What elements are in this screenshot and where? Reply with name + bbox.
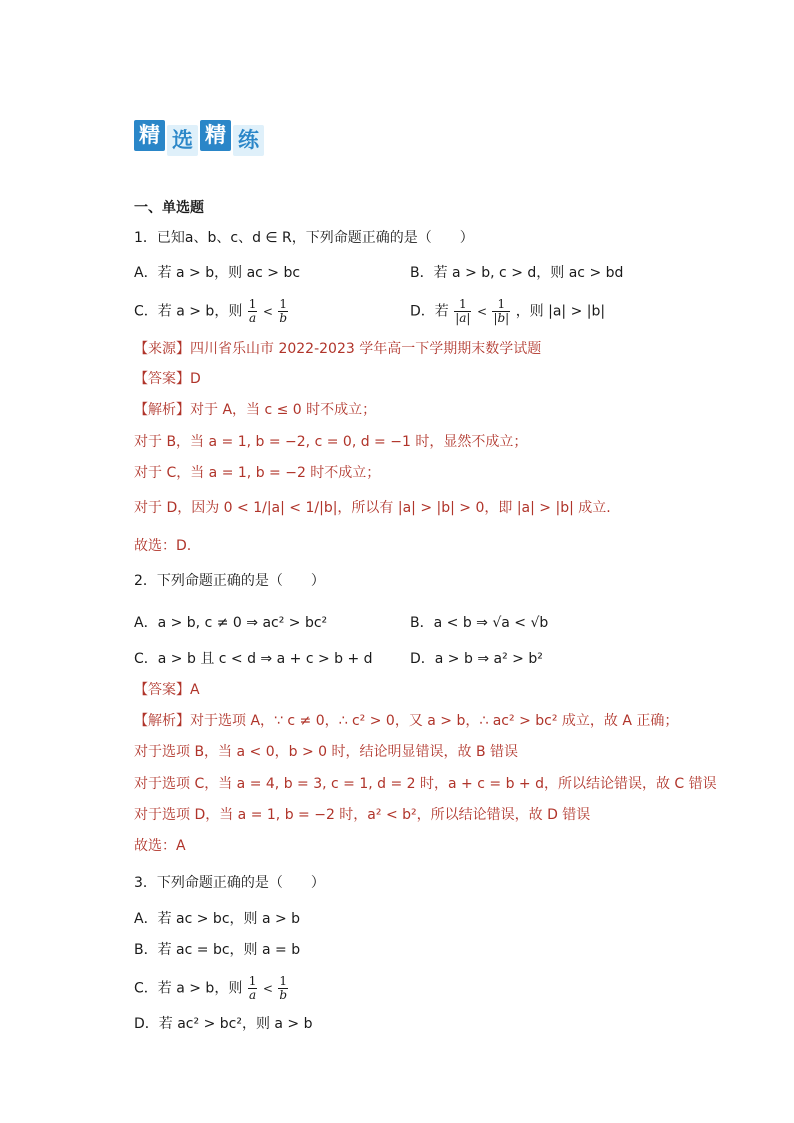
logo-char-4: 练 — [233, 125, 264, 156]
q1-option-a: A．若 a > b，则 ac > bc — [134, 265, 301, 281]
fraction-1-over-a: $\frac{1}{a}$ — [248, 974, 257, 1002]
q2-option-a: A．a > b, c ≠ 0 ⇒ ac² > bc² — [134, 615, 328, 631]
q1-option-d: D．若 $\frac{1}{|a|}$ < $\frac{1}{|b|}$ ，则 |a| > |b| — [410, 297, 606, 325]
q1-analysis-3: 对于 C，当 a = 1, b = −2 时不成立； — [134, 465, 381, 481]
q1-option-c-prefix: C．若 a > b，则 — [134, 303, 243, 320]
q1-analysis-1: 【解析】对于 A，当 c ≤ 0 时不成立； — [134, 402, 377, 418]
q1-analysis-2: 对于 B，当 a = 1, b = −2, c = 0, d = −1 时，显然不成立； — [134, 434, 528, 450]
q3-stem: 3．下列命题正确的是（ ） — [134, 875, 325, 891]
q1-option-d-suffix: ，则 |a| > |b| — [515, 303, 606, 320]
fraction-1-over-a: $\frac{1}{a}$ — [248, 297, 257, 325]
q1-source: 【来源】四川省乐山市 2022-2023 学年高一下学期期末数学试题 — [134, 341, 542, 357]
q3-option-d: D．若 ac² > bc²，则 a > b — [134, 1016, 313, 1032]
q2-stem: 2．下列命题正确的是（ ） — [134, 573, 325, 589]
q2-answer: 【答案】A — [134, 682, 200, 698]
q2-option-c: C．a > b 且 c < d ⇒ a + c > b + d — [134, 651, 373, 667]
q2-option-d: D．a > b ⇒ a² > b² — [410, 651, 543, 667]
q2-analysis-4: 对于选项 D，当 a = 1, b = −2 时，a² < b²，所以结论错误，故 D 错误 — [134, 807, 591, 823]
fraction-1-over-b: $\frac{1}{b}$ — [279, 297, 288, 325]
q1-conclusion: 故选：D. — [134, 538, 192, 554]
q2-analysis-1: 【解析】对于选项 A，∵ c ≠ 0，∴ c² > 0，又 a > b，∴ ac² > bc² 成立，故 A 正确； — [134, 713, 679, 729]
q2-analysis-2: 对于选项 B，当 a < 0，b > 0 时，结论明显错误，故 B 错误 — [134, 744, 519, 760]
section-logo — [134, 120, 266, 156]
logo-char-3: 精 — [200, 120, 231, 151]
q2-option-b: B．a < b ⇒ √a < √b — [410, 615, 549, 631]
q1-answer: 【答案】D — [134, 371, 201, 387]
logo-char-2: 选 — [167, 125, 198, 156]
q1-option-b: B．若 a > b, c > d，则 ac > bd — [410, 265, 624, 281]
q1-option-c: C．若 a > b，则 $\frac{1}{a}$ < $\frac{1}{b}$ — [134, 297, 288, 325]
q2-conclusion: 故选：A — [134, 838, 186, 854]
q1-analysis-4: 对于 D，因为 0 < 1/|a| < 1/|b|，所以有 |a| > |b| > 0，即 |a| > |b| 成立. — [134, 500, 611, 516]
q1-option-d-prefix: D．若 — [410, 303, 449, 320]
fraction-1-over-b: $\frac{1}{b}$ — [279, 974, 288, 1002]
logo-char-1: 精 — [134, 120, 165, 151]
q3-option-b: B．若 ac = bc，则 a = b — [134, 942, 301, 958]
q3-option-c: C．若 a > b，则 $\frac{1}{a}$ < $\frac{1}{b}$ — [134, 974, 288, 1002]
q1-stem: 1．已知a、b、c、d ∈ R，下列命题正确的是（ ） — [134, 230, 474, 246]
q3-option-c-prefix: C．若 a > b，则 — [134, 980, 243, 997]
fraction-1-over-abs-b: $\frac{1}{|b|}$ — [493, 297, 510, 325]
fraction-1-over-abs-a: $\frac{1}{|a|}$ — [455, 297, 471, 325]
section-title: 一、单选题 — [134, 200, 204, 216]
q2-analysis-3: 对于选项 C，当 a = 4, b = 3, c = 1, d = 2 时，a + c = b + d，所以结论错误，故 C 错误 — [134, 776, 717, 792]
q3-option-a: A．若 ac > bc，则 a > b — [134, 911, 301, 927]
